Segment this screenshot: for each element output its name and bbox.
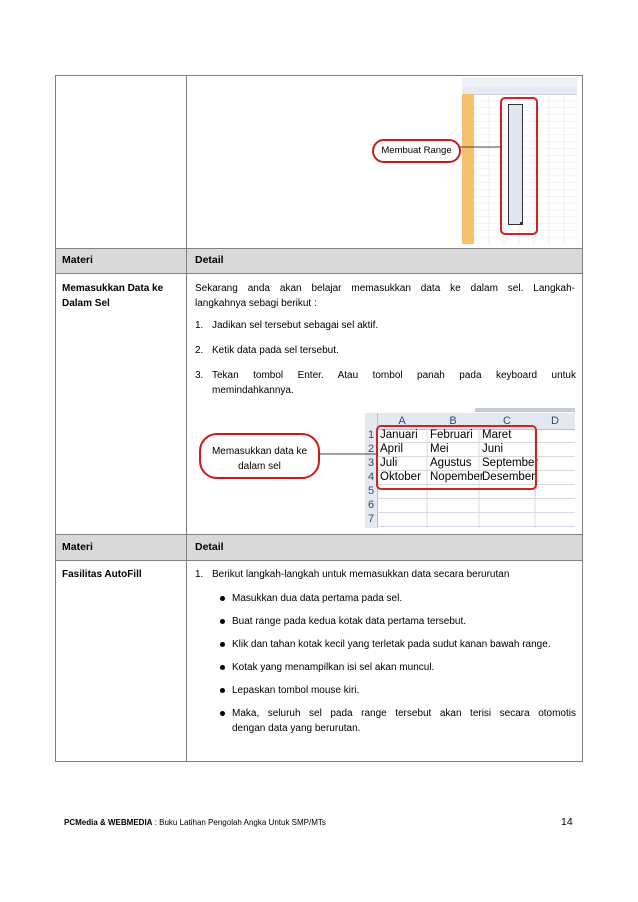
row-divider <box>55 273 583 274</box>
bullet-text: Kotak yang menampilkan isi sel akan muncul. <box>232 662 435 673</box>
excel-row-label: 4 <box>367 471 375 483</box>
footer-subtitle: : Buku Latihan Pengolah Angka Untuk SMP/MTs <box>154 818 326 827</box>
callout-text: Membuat Range <box>381 145 452 156</box>
excel-cell: Desember <box>482 471 536 483</box>
excel-row-label: 6 <box>367 499 375 511</box>
range-highlight <box>500 97 538 235</box>
excel-cell: April <box>380 443 404 455</box>
table-border-left <box>55 75 56 762</box>
table-border-bottom <box>55 761 583 762</box>
intro-line: Sekarang anda akan belajar memasukkan data ke dalam sel. Langkah- <box>195 283 575 294</box>
list-item <box>220 706 576 736</box>
header-detail: Detail <box>195 254 224 266</box>
bullet-dot <box>220 688 225 693</box>
bullet-text: Klik dan tahan kotak kecil yang terletak pada sudut kanan bawah range. <box>232 639 551 650</box>
excel-cell: Februari <box>430 429 473 441</box>
excel-col-label: C <box>503 415 511 427</box>
excel-row-label: 7 <box>367 513 375 525</box>
bullet-text: Maka, seluruh sel pada range tersebut akan terisi secara otomotis <box>232 708 576 719</box>
step-number: 2. <box>195 345 204 356</box>
excel-col-label: B <box>449 415 457 427</box>
excel-row-label: 3 <box>367 457 375 469</box>
step-number: 1. <box>195 569 204 580</box>
excel-cell: Juni <box>482 443 504 455</box>
bullet-dot <box>220 665 225 670</box>
row-divider <box>55 560 583 561</box>
excel-cell: Oktober <box>380 471 421 483</box>
callout-connector <box>318 451 378 457</box>
excel-cell: Mei <box>430 443 449 455</box>
footer-text <box>64 817 326 829</box>
list-item <box>220 637 580 652</box>
footer-brand: PCMedia & WEBMEDIA <box>64 818 153 827</box>
topic-title: Fasilitas AutoFill <box>62 569 142 580</box>
step-number: 3. <box>195 370 204 381</box>
intro-line: langkahnya sebagi berikut : <box>195 298 317 309</box>
header-detail: Detail <box>195 541 224 553</box>
callout-memasukkan-data <box>199 433 320 479</box>
callout-text: Memasukkan data ke <box>211 446 308 457</box>
header-row-2 <box>56 534 582 560</box>
header-materi: Materi <box>62 254 93 266</box>
excel-cell: Nopember <box>430 471 484 483</box>
bullet-text: Buat range pada kedua kotak data pertama tersebut. <box>232 616 467 627</box>
excel-col-label: A <box>398 415 406 427</box>
header-row-1 <box>56 248 582 273</box>
bullet-dot <box>220 711 225 716</box>
row-divider <box>55 534 583 535</box>
excel-cell: Maret <box>482 429 512 441</box>
excel-col-label: D <box>551 415 559 427</box>
data-highlight <box>376 425 537 490</box>
bullet-text: dengan data yang berurutan. <box>232 723 361 734</box>
bullet-text: Lepaskan tombol mouse kiri. <box>232 685 360 696</box>
excel-cell: September <box>482 457 539 469</box>
row-number-strip <box>462 94 474 244</box>
row-divider <box>55 248 583 249</box>
table-border-right <box>582 75 583 762</box>
callout-connector <box>460 142 504 152</box>
list-item <box>220 614 580 629</box>
step-number: 1. <box>195 320 204 331</box>
step-text: Tekan tombol Enter. Atau tombol panah pada keyboard untuk <box>212 370 576 381</box>
table-column-divider <box>186 75 187 762</box>
header-materi: Materi <box>62 541 93 553</box>
column-divider <box>186 248 187 273</box>
excel-row-label: 1 <box>367 429 375 441</box>
table-border-top <box>55 75 583 76</box>
step-text: Jadikan sel tersebut sebagai sel aktif. <box>212 320 379 331</box>
list-item <box>220 591 580 606</box>
bullet-dot <box>220 642 225 647</box>
excel-cell: Januari <box>380 429 418 441</box>
step-text: Ketik data pada sel tersebut. <box>212 345 339 356</box>
step-text: Berikut langkah-langkah untuk memasukkan data secara berurutan <box>212 569 510 580</box>
toolbar-edge <box>475 408 575 412</box>
topic-title <box>62 281 184 311</box>
excel-row-label: 2 <box>367 443 375 455</box>
column-divider <box>186 534 187 560</box>
step-text: memindahkannya. <box>212 385 294 396</box>
page-number: 14 <box>561 816 573 828</box>
bullet-dot <box>220 619 225 624</box>
topic-line: Dalam Sel <box>62 298 110 309</box>
list-item <box>220 683 580 698</box>
topic-line: Memasukkan Data ke <box>62 283 164 294</box>
bullet-text: Masukkan dua data pertama pada sel. <box>232 593 403 604</box>
excel-row-label: 5 <box>367 485 375 497</box>
bullet-dot <box>220 596 225 601</box>
excel-cell: Agustus <box>430 457 472 469</box>
list-item <box>220 660 580 675</box>
callout-membuat-range <box>372 139 461 163</box>
callout-text: dalam sel <box>238 461 281 472</box>
excel-cell: Juli <box>380 457 398 469</box>
